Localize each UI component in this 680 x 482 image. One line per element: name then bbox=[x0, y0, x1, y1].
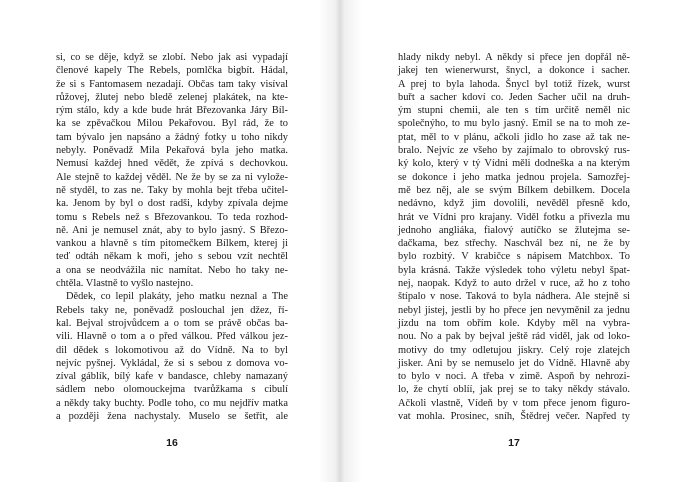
text-line: dil dědek s lokomotivou až do Vídně. Na to byl bbox=[56, 344, 288, 356]
text-line: lo, že chytí oblíí, jak prej se to taky někdy stávalo. bbox=[398, 384, 630, 396]
text-line: ký kolo, který v tý Vídni měli dodneška a na kterým bbox=[398, 158, 630, 170]
text-line: Ačkoli vlastně, Vídeň by v tom přece jenom figuro- bbox=[398, 397, 630, 409]
text-line: ptat, měl to v plánu, ačkoli jidlo ho zase až tak ne- bbox=[398, 131, 630, 143]
text-line: ka se zpěvačkou Milou Pekařovou. Byl rád, že to bbox=[56, 118, 288, 130]
text-line: byla krásná. Takže výsledek toho výletu nebyl špat- bbox=[398, 264, 630, 276]
right-page-text bbox=[398, 51, 630, 423]
text-line: vankou a hlavně s tím pitomečkem Bílkem, kterej ji bbox=[56, 238, 288, 250]
text-line: ým stupni chemii, ale ten s tím určitě neměl nic bbox=[398, 105, 630, 117]
text-line: si, co se děje, když se zlobí. Nebo jak asi vypadají bbox=[56, 52, 288, 63]
text-line: vat mohla. Prosinec, sníh, Štědrej večer. Napřed ty bbox=[398, 411, 630, 423]
text-line: bylo rozbitý. V krabičce s nápisem Matchbox. To bbox=[398, 251, 630, 263]
text-line: a později žena nachystaly. Muselo se šetřit, ale bbox=[56, 411, 288, 423]
text-line: chtěla. Vlastně to vyšlo nastejno. bbox=[56, 278, 194, 290]
text-line: tomu s Rebels než s Březovankou. To teda rozhod- bbox=[56, 211, 288, 223]
text-line: nebyl jistej, jestli by ho přece jen nevyměnil za jednu bbox=[398, 304, 630, 316]
text-line: jakej ten wienerwurst, šnycl, a dokonce i sacher. bbox=[398, 65, 630, 77]
text-line: a někdy taky buchty. Podle toho, co mu nejdřív matka bbox=[56, 397, 288, 409]
text-line: rým stálo, kdy a kde bude hrát Březovanka Járy Bíl- bbox=[56, 105, 288, 117]
right-page bbox=[340, 0, 680, 482]
text-line: tam bývalo jen napsáno a žádný fotky u toho nikdy bbox=[56, 131, 288, 143]
text-line: Dědek, co lepil plakáty, jeho matku neznal a The bbox=[66, 291, 288, 303]
text-line: členové kapely The Rebels, pomlčka bigbít. Hádal, bbox=[56, 65, 288, 77]
text-line: sádlem nebo olomouckejma tvarůžkama s cibulí bbox=[56, 384, 288, 396]
text-line: ně styděl, to zas ne. Taky by mohla bejt třeba učitel- bbox=[56, 184, 288, 196]
text-line: růžovej, žlutej nebo bledě zelenej plakátek, na kte- bbox=[56, 91, 288, 103]
text-line: ka. Jenom by byl o dost radši, kdyby zpívala dejme bbox=[56, 198, 288, 210]
text-line: bralo. Nejvíc ze všeho by zajímalo to obrovský rus- bbox=[398, 145, 630, 157]
left-page-text bbox=[56, 51, 288, 423]
text-line: Nemusí každej hned vědět, že zpívá s dechovkou. bbox=[56, 158, 288, 170]
text-line: motivy do tmy odletujou jiskry. Celý roje zlatejch bbox=[398, 344, 630, 356]
text-line: mě bez něj, ale se svým Bílkem debilkem. Docela bbox=[398, 184, 630, 196]
text-line: dačkama, bez střechy. Naschvál bez ní, ne že by bbox=[398, 238, 630, 250]
text-line: Ale stejně to každej věděl. Ne že by se za ni vylože- bbox=[56, 171, 288, 183]
text-line: se dokonce i jeho matka jednou projela. Samozřej- bbox=[398, 171, 630, 183]
text-line: společnýho, to mu bylo jasný. Emil se na to moh ze- bbox=[398, 118, 630, 130]
text-line: kal. Bejval strojvůdcem a o tom se právě občas ba- bbox=[56, 317, 288, 329]
right-page-number: 17 bbox=[508, 437, 520, 449]
text-line: A prej to byla lahoda. Šnycl byl totiž řízek, wurst bbox=[398, 78, 630, 90]
text-line: že si s Fantomasem nezadají. Občas tam taky visíval bbox=[56, 78, 288, 90]
text-line: nebyly. Poněvadž Mila Pekařová byla jeho matka. bbox=[56, 145, 288, 157]
text-line: buřt a sacher kdoví co. Jeden Sacher učil na druh- bbox=[398, 91, 630, 103]
text-line: štípalo v nose. Taková to byla nádhera. Ale stejně si bbox=[398, 291, 630, 303]
text-line: a ona se neodvážila nic namítat. Nebo ho taky ne- bbox=[56, 264, 288, 276]
text-line: zíval gáblík, bílý kafe v bandasce, chleby namazaný bbox=[56, 371, 288, 383]
text-line: nedávno, když jim dovolili, nevěděl přesně kdo, bbox=[398, 198, 630, 210]
text-line: nej, naopak. Když to auto držel v ruce, až ho z toho bbox=[398, 278, 630, 290]
text-line: jisker. Ani by se nemuselo jet do Vídně. Hlavně aby bbox=[398, 357, 630, 369]
text-line: hlady nikdy nebyl. A někdy si přece jen dopřál ně- bbox=[398, 52, 630, 63]
text-line: jednoho angliáka, fialový autíčko se žlutejma se- bbox=[398, 224, 630, 236]
text-line: nou. No a pak by bejval ještě rád viděl, jak od loko- bbox=[398, 331, 630, 343]
text-line: to bylo v noci. A třeba v zimě. Aspoň by nehrozi- bbox=[398, 371, 630, 383]
text-line: vili. Hlavně o tom a o před válkou. Před válkou jez- bbox=[56, 331, 288, 343]
text-line: teď odtáh někam k moři, jeho s sebou vzít nechtěl bbox=[56, 251, 288, 263]
text-line: ně. Ani je nemusel znát, aby to bylo jasný. S Březo- bbox=[56, 224, 288, 236]
text-line: Rebels taky ne, poněvadž poslouchal jen džez, ří- bbox=[56, 304, 288, 316]
text-line: hrát ve Vídni pro krajany. Viděl fotku a přivezla mu bbox=[398, 211, 630, 223]
text-line: jízdu na tom obřím kole. Kdyby měl na vybra- bbox=[398, 317, 630, 329]
left-page-number: 16 bbox=[166, 437, 178, 449]
text-line: nejvíc pyšnej. Vykládal, že si s sebou z domova vo- bbox=[56, 357, 288, 369]
